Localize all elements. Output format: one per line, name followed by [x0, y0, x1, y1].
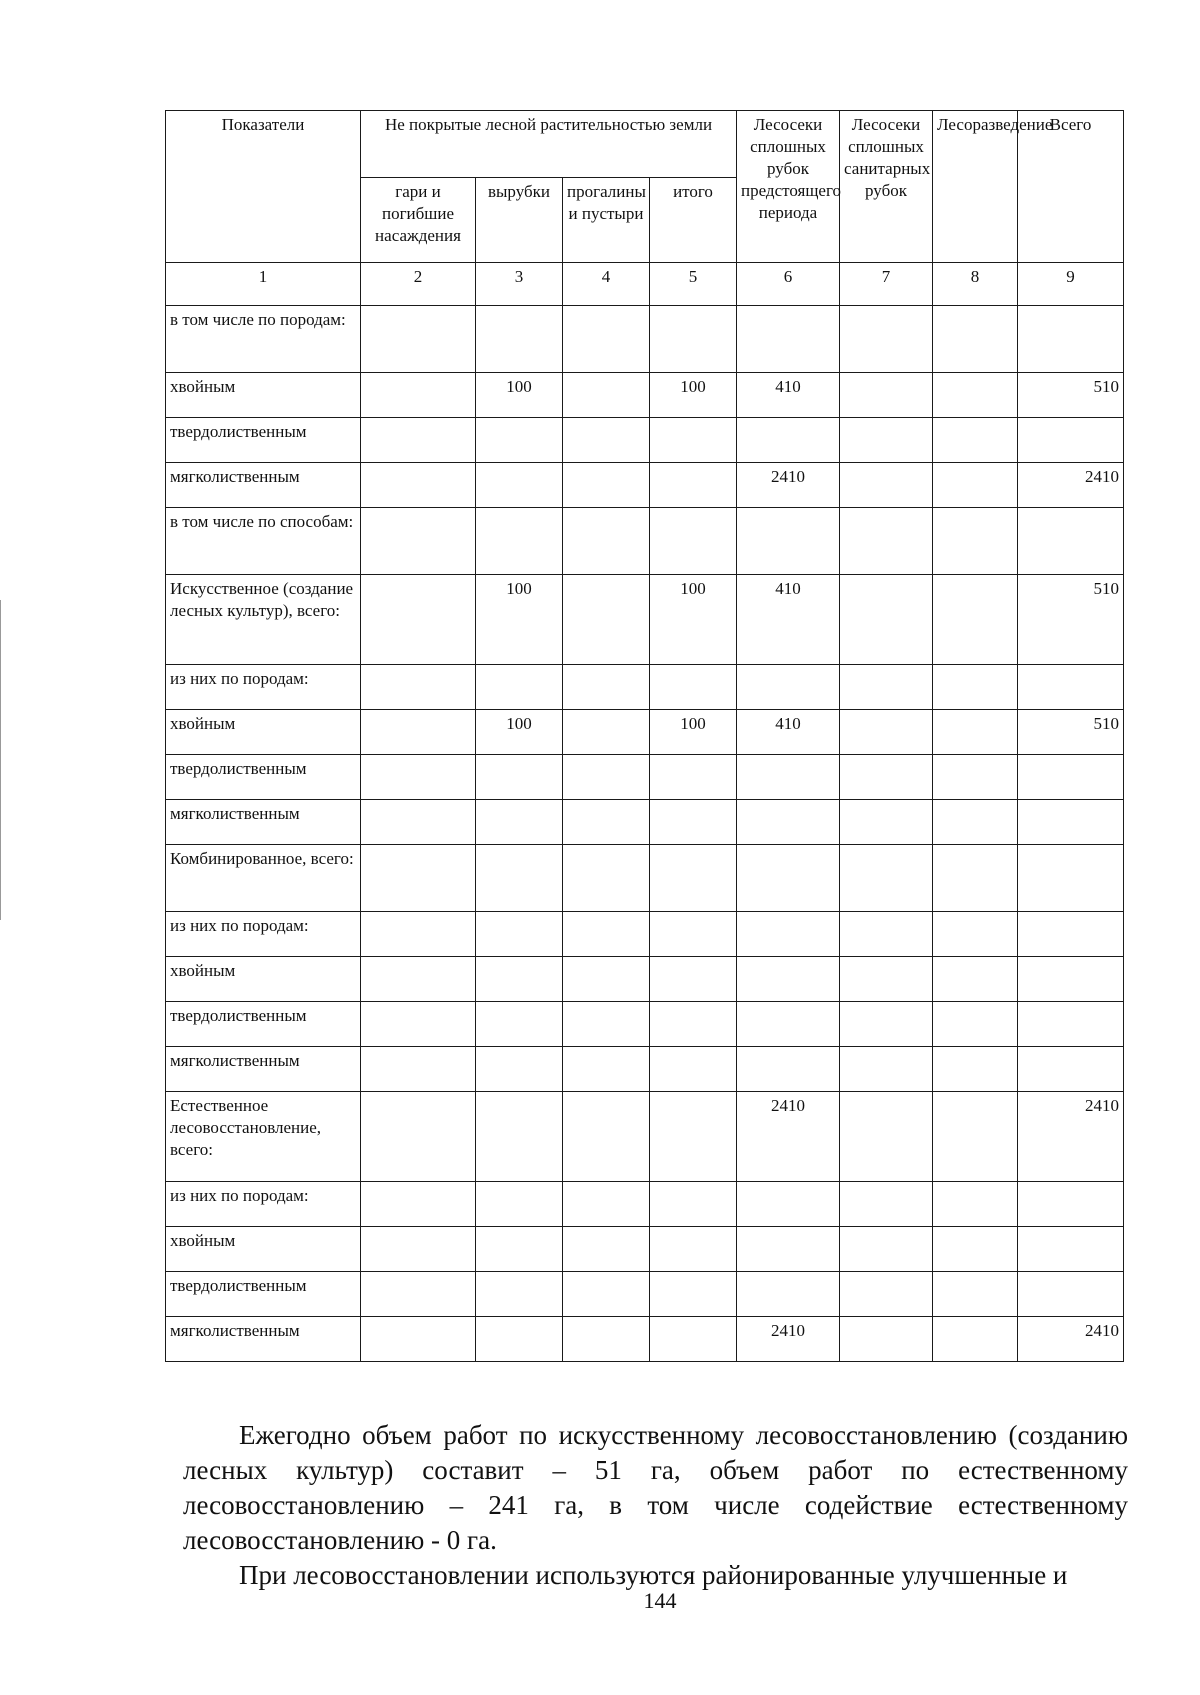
- cell-c4: [563, 306, 650, 373]
- cell-c6: [737, 306, 840, 373]
- header-indicators: Показатели: [166, 111, 361, 263]
- cell-c9: 2410: [1018, 1092, 1124, 1182]
- row-label: мягколиственным: [166, 800, 361, 845]
- cell-c2: [361, 755, 476, 800]
- cell-c8: [933, 463, 1018, 508]
- cell-c6: [737, 1002, 840, 1047]
- row-label: твердолиственным: [166, 1272, 361, 1317]
- column-number: 5: [650, 263, 737, 306]
- cell-c8: [933, 373, 1018, 418]
- cell-c5: [650, 845, 737, 912]
- cell-c5: [650, 665, 737, 710]
- cell-c4: [563, 1227, 650, 1272]
- cell-c8: [933, 575, 1018, 665]
- table-row: [166, 1272, 1124, 1317]
- reforestation-table: [165, 110, 1124, 1362]
- cell-c6: 2410: [737, 463, 840, 508]
- cell-c9: [1018, 755, 1124, 800]
- header-cutovers: вырубки: [476, 178, 563, 263]
- cell-c7: [840, 912, 933, 957]
- cell-c2: [361, 508, 476, 575]
- cell-c3: [476, 1272, 563, 1317]
- cell-c2: [361, 665, 476, 710]
- cell-c5: 100: [650, 710, 737, 755]
- table-row: [166, 800, 1124, 845]
- cell-c6: [737, 1272, 840, 1317]
- cell-c7: [840, 1272, 933, 1317]
- cell-c2: [361, 373, 476, 418]
- cell-c2: [361, 463, 476, 508]
- table-row: [166, 1092, 1124, 1182]
- cell-c4: [563, 418, 650, 463]
- cell-c6: [737, 1047, 840, 1092]
- cell-c7: [840, 463, 933, 508]
- table-row: [166, 1227, 1124, 1272]
- cell-c4: [563, 957, 650, 1002]
- cell-c8: [933, 755, 1018, 800]
- cell-c6: 410: [737, 710, 840, 755]
- page-number: 144: [643, 1588, 677, 1613]
- cell-c8: [933, 1227, 1018, 1272]
- table-row: [166, 755, 1124, 800]
- paragraph: Ежегодно объем работ по искусственному лесовосстановлению (созданию лесных культур) составит – 51 га, объем работ по естественному лесовосстановлению – 241 га, в том числе содействие естественному лесовосстановлению - 0 га.: [183, 1420, 1128, 1556]
- cell-c5: [650, 1092, 737, 1182]
- cell-c7: [840, 1182, 933, 1227]
- table-row: [166, 1182, 1124, 1227]
- table-row: [166, 1317, 1124, 1362]
- cell-c5: [650, 418, 737, 463]
- cell-c7: [840, 575, 933, 665]
- cell-c9: [1018, 1002, 1124, 1047]
- header-total: Всего: [1018, 111, 1124, 263]
- cell-c2: [361, 1047, 476, 1092]
- row-label: Естественное лесовосстановление, всего:: [166, 1092, 361, 1182]
- cell-c2: [361, 1182, 476, 1227]
- cell-c2: [361, 306, 476, 373]
- cell-c3: [476, 418, 563, 463]
- cell-c4: [563, 710, 650, 755]
- cell-c2: [361, 575, 476, 665]
- cell-c9: [1018, 800, 1124, 845]
- cell-c7: [840, 508, 933, 575]
- cell-c4: [563, 1272, 650, 1317]
- table-row: [166, 373, 1124, 418]
- cell-c4: [563, 800, 650, 845]
- cell-c6: [737, 418, 840, 463]
- cell-c8: [933, 957, 1018, 1002]
- cell-c6: [737, 665, 840, 710]
- header-glades-wastelands: прогалины и пустыри: [563, 178, 650, 263]
- cell-c3: [476, 755, 563, 800]
- body-text: [183, 1418, 1128, 1593]
- cell-c9: 510: [1018, 710, 1124, 755]
- cell-c4: [563, 463, 650, 508]
- cell-c5: [650, 1002, 737, 1047]
- column-number: 3: [476, 263, 563, 306]
- cell-c6: 410: [737, 373, 840, 418]
- cell-c2: [361, 912, 476, 957]
- cell-c9: [1018, 665, 1124, 710]
- cell-c6: 2410: [737, 1317, 840, 1362]
- cell-c3: [476, 1317, 563, 1362]
- cell-c4: [563, 1002, 650, 1047]
- table-row: [166, 912, 1124, 957]
- cell-c3: [476, 1182, 563, 1227]
- cell-c4: [563, 1317, 650, 1362]
- column-number: 4: [563, 263, 650, 306]
- cell-c5: 100: [650, 575, 737, 665]
- cell-c6: [737, 1227, 840, 1272]
- cell-c3: [476, 1002, 563, 1047]
- cell-c3: [476, 463, 563, 508]
- header-unforested-lands: Не покрытые лесной растительностью земли: [361, 111, 737, 178]
- row-label: мягколиственным: [166, 1047, 361, 1092]
- cell-c4: [563, 912, 650, 957]
- table-body: [166, 306, 1124, 1362]
- cell-c6: [737, 1182, 840, 1227]
- row-label: хвойным: [166, 710, 361, 755]
- cell-c9: [1018, 957, 1124, 1002]
- row-label: хвойным: [166, 373, 361, 418]
- row-label: из них по породам:: [166, 665, 361, 710]
- cell-c5: [650, 1182, 737, 1227]
- cell-c3: [476, 665, 563, 710]
- table-row: [166, 957, 1124, 1002]
- cell-c5: [650, 1272, 737, 1317]
- cell-c5: [650, 800, 737, 845]
- cell-c7: [840, 755, 933, 800]
- cell-c6: [737, 912, 840, 957]
- table-row: [166, 306, 1124, 373]
- cell-c3: [476, 1047, 563, 1092]
- table-row: [166, 665, 1124, 710]
- reforestation-table-container: [165, 110, 1123, 1362]
- cell-c5: [650, 1227, 737, 1272]
- cell-c4: [563, 1182, 650, 1227]
- cell-c5: [650, 508, 737, 575]
- cell-c9: [1018, 306, 1124, 373]
- cell-c4: [563, 755, 650, 800]
- cell-c3: 100: [476, 710, 563, 755]
- cell-c4: [563, 665, 650, 710]
- cell-c6: [737, 508, 840, 575]
- cell-c7: [840, 845, 933, 912]
- cell-c6: [737, 755, 840, 800]
- row-label: в том числе по породам:: [166, 306, 361, 373]
- cell-c8: [933, 1092, 1018, 1182]
- cell-c2: [361, 418, 476, 463]
- table-row: [166, 508, 1124, 575]
- cell-c3: [476, 1092, 563, 1182]
- cell-c8: [933, 306, 1018, 373]
- cell-c8: [933, 665, 1018, 710]
- row-label: в том числе по способам:: [166, 508, 361, 575]
- cell-c3: 100: [476, 373, 563, 418]
- cell-c6: [737, 957, 840, 1002]
- row-label: хвойным: [166, 1227, 361, 1272]
- cell-c2: [361, 957, 476, 1002]
- cell-c9: [1018, 418, 1124, 463]
- row-label: мягколиственным: [166, 1317, 361, 1362]
- cell-c7: [840, 418, 933, 463]
- cell-c7: [840, 1002, 933, 1047]
- cell-c9: [1018, 1227, 1124, 1272]
- cell-c2: [361, 1317, 476, 1362]
- cell-c7: [840, 1227, 933, 1272]
- cell-c7: [840, 1047, 933, 1092]
- row-label: из них по породам:: [166, 1182, 361, 1227]
- cell-c8: [933, 508, 1018, 575]
- table-row: [166, 1047, 1124, 1092]
- cell-c5: [650, 912, 737, 957]
- cell-c7: [840, 1092, 933, 1182]
- row-label: Комбинированное, всего:: [166, 845, 361, 912]
- cell-c4: [563, 575, 650, 665]
- cell-c9: 510: [1018, 373, 1124, 418]
- column-number: 2: [361, 263, 476, 306]
- cell-c6: 2410: [737, 1092, 840, 1182]
- header-clearcut-areas: Лесосеки сплошных рубок предстоящего периода: [737, 111, 840, 263]
- cell-c7: [840, 306, 933, 373]
- cell-c6: 410: [737, 575, 840, 665]
- cell-c8: [933, 1272, 1018, 1317]
- cell-c2: [361, 845, 476, 912]
- row-label: хвойным: [166, 957, 361, 1002]
- cell-c8: [933, 845, 1018, 912]
- cell-c3: 100: [476, 575, 563, 665]
- cell-c9: [1018, 1047, 1124, 1092]
- cell-c5: [650, 1047, 737, 1092]
- cell-c4: [563, 373, 650, 418]
- cell-c5: [650, 1317, 737, 1362]
- cell-c8: [933, 1047, 1018, 1092]
- cell-c2: [361, 800, 476, 845]
- row-label: твердолиственным: [166, 418, 361, 463]
- header-burned-dead-stands: гари и погибшие насаждения: [361, 178, 476, 263]
- cell-c2: [361, 710, 476, 755]
- cell-c4: [563, 1047, 650, 1092]
- cell-c7: [840, 957, 933, 1002]
- scan-edge-mark: [0, 600, 1, 920]
- column-number: 1: [166, 263, 361, 306]
- cell-c3: [476, 800, 563, 845]
- cell-c9: [1018, 845, 1124, 912]
- cell-c7: [840, 373, 933, 418]
- header-subtotal: итого: [650, 178, 737, 263]
- cell-c7: [840, 665, 933, 710]
- cell-c3: [476, 957, 563, 1002]
- cell-c8: [933, 800, 1018, 845]
- cell-c9: [1018, 508, 1124, 575]
- cell-c9: 2410: [1018, 463, 1124, 508]
- table-row: [166, 845, 1124, 912]
- cell-c9: 510: [1018, 575, 1124, 665]
- table-row: [166, 463, 1124, 508]
- row-label: твердолиственным: [166, 755, 361, 800]
- cell-c3: [476, 508, 563, 575]
- row-label: мягколиственным: [166, 463, 361, 508]
- cell-c3: [476, 912, 563, 957]
- cell-c7: [840, 800, 933, 845]
- cell-c8: [933, 1002, 1018, 1047]
- cell-c4: [563, 508, 650, 575]
- table-row: [166, 1002, 1124, 1047]
- cell-c3: [476, 1227, 563, 1272]
- cell-c2: [361, 1002, 476, 1047]
- cell-c8: [933, 1317, 1018, 1362]
- table-row: [166, 710, 1124, 755]
- header-afforestation: Лесоразведение: [933, 111, 1018, 263]
- table-row: [166, 575, 1124, 665]
- cell-c2: [361, 1227, 476, 1272]
- column-number: 7: [840, 263, 933, 306]
- cell-c8: [933, 912, 1018, 957]
- cell-c4: [563, 1092, 650, 1182]
- cell-c4: [563, 845, 650, 912]
- cell-c6: [737, 800, 840, 845]
- cell-c7: [840, 1317, 933, 1362]
- cell-c5: 100: [650, 373, 737, 418]
- row-label: Искусственное (создание лесных культур), всего:: [166, 575, 361, 665]
- cell-c6: [737, 845, 840, 912]
- column-number: 9: [1018, 263, 1124, 306]
- cell-c3: [476, 306, 563, 373]
- cell-c8: [933, 418, 1018, 463]
- cell-c7: [840, 710, 933, 755]
- cell-c2: [361, 1272, 476, 1317]
- row-label: из них по породам:: [166, 912, 361, 957]
- cell-c9: [1018, 912, 1124, 957]
- cell-c5: [650, 755, 737, 800]
- column-number: 8: [933, 263, 1018, 306]
- row-label: твердолиственным: [166, 1002, 361, 1047]
- cell-c3: [476, 845, 563, 912]
- table-row: [166, 418, 1124, 463]
- cell-c2: [361, 1092, 476, 1182]
- header-sanitary-clearcut-areas: Лесосеки сплошных санитарных рубок: [840, 111, 933, 263]
- column-number: 6: [737, 263, 840, 306]
- cell-c5: [650, 306, 737, 373]
- cell-c9: [1018, 1182, 1124, 1227]
- cell-c9: [1018, 1272, 1124, 1317]
- cell-c9: 2410: [1018, 1317, 1124, 1362]
- cell-c5: [650, 463, 737, 508]
- cell-c8: [933, 710, 1018, 755]
- cell-c8: [933, 1182, 1018, 1227]
- paragraph: При лесовосстановлении используются районированные улучшенные и: [239, 1560, 1068, 1591]
- cell-c5: [650, 957, 737, 1002]
